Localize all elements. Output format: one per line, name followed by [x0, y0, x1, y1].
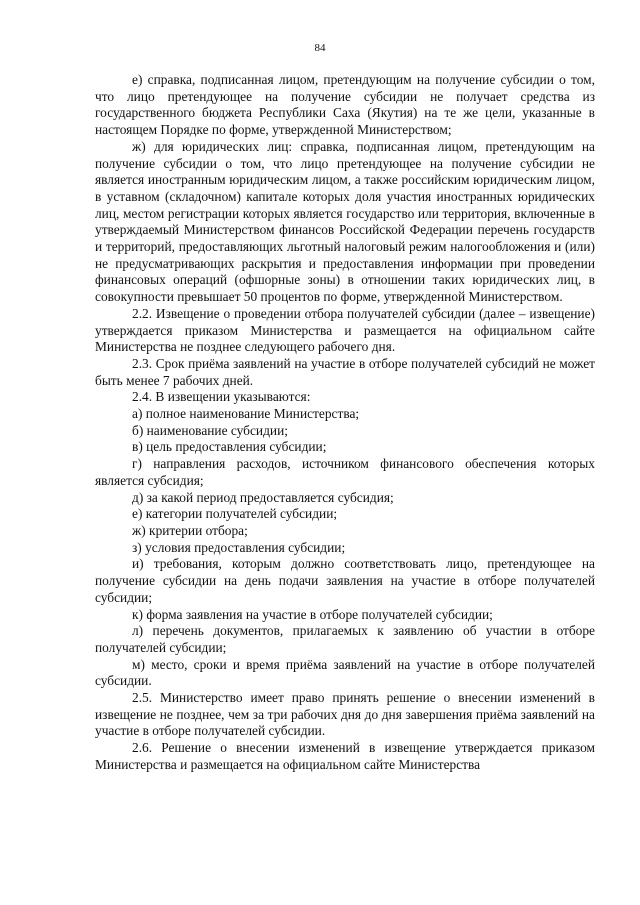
paragraph-2-4: 2.4. В извещении указываются:: [132, 389, 311, 405]
list-item-d: д) за какой период предоставляется субсидия;: [132, 489, 394, 505]
page-number: 84: [314, 42, 326, 54]
list-item-e: е) категории получателей субсидии;: [132, 506, 338, 522]
list-item-z: з) условия предоставления субсидии;: [132, 539, 346, 555]
document-body: [95, 72, 595, 774]
list-item-b: б) наименование субсидии;: [132, 422, 288, 438]
paragraph-2-5: 2.5. Министерство имеет право принять решение о внесении изменений в извещение не позднее, чем за три рабочих дня до дня завершения приёма заявлений на участие в отборе получателей субсидии.: [95, 690, 595, 739]
list-item-zh: ж) критерии отбора;: [132, 522, 248, 538]
list-item-l: л) перечень документов, прилагаемых к заявлению об участии в отборе получателей субсидии;: [95, 623, 595, 655]
list-item-i: и) требования, которым должно соответствовать лицо, претендующее на получение субсидии на день подачи заявления на участие в отборе получателей субсидии;: [95, 556, 595, 605]
list-item-k: к) форма заявления на участие в отборе получателей субсидии;: [132, 606, 493, 622]
list-item-a: а) полное наименование Министерства;: [132, 406, 360, 422]
paragraph-2-3: 2.3. Срок приёма заявлений на участие в отборе получателей субсидий не может быть менее 7 рабочих дней.: [95, 355, 595, 388]
paragraph-zh-legal-entities: ж) для юридических лиц: справка, подписанная лицом, претендующим на получение субсидии о том, что лицо претендующее на получение субсидии не является иностранным юридическим лицом, а также российским юридическим лицом, в уставном (складочном) капитале которых доля участия иностранных юридических лиц, местом регистрации которых является государство или территория, включенные в утверждаемый Министерством финансов Российской Федерации перечень государств и территорий, предоставляющих льготный налоговый режим налогообложения и (или) не предусматривающих раскрытия и предоставления информации при проведении финансовых операций (офшорные зоны) в отношении таких юридических лиц, в совокупности превышает 50 процентов по форме, утвержденной Министерством.: [95, 138, 595, 305]
list-item-m: м) место, сроки и время приёма заявлений на участие в отборе получателей субсидии.: [95, 656, 595, 689]
paragraph-e-certificate: е) справка, подписанная лицом, претендующим на получение субсидии о том, что лицо претендующее на получение субсидии не получает средства из государственного бюджета Республики Саха (Якутия) на те же цели, указанные в настоящем Порядке по форме, утвержденной Министерством;: [95, 72, 595, 138]
paragraph-2-2: 2.2. Извещение о проведении отбора получателей субсидии (далее – извещение) утверждается приказом Министерства и размещается на официальном сайте Министерства не позднее следующего рабочего дня.: [95, 305, 595, 355]
list-item-g: г) направления расходов, источником финансового обеспечения которых является субсидия;: [95, 456, 595, 488]
list-item-v: в) цель предоставления субсидии;: [132, 439, 327, 455]
paragraph-2-6: 2.6. Решение о внесении изменений в извещение утверждается приказом Министерства и размещается на официальном сайте Министерства: [95, 740, 595, 772]
